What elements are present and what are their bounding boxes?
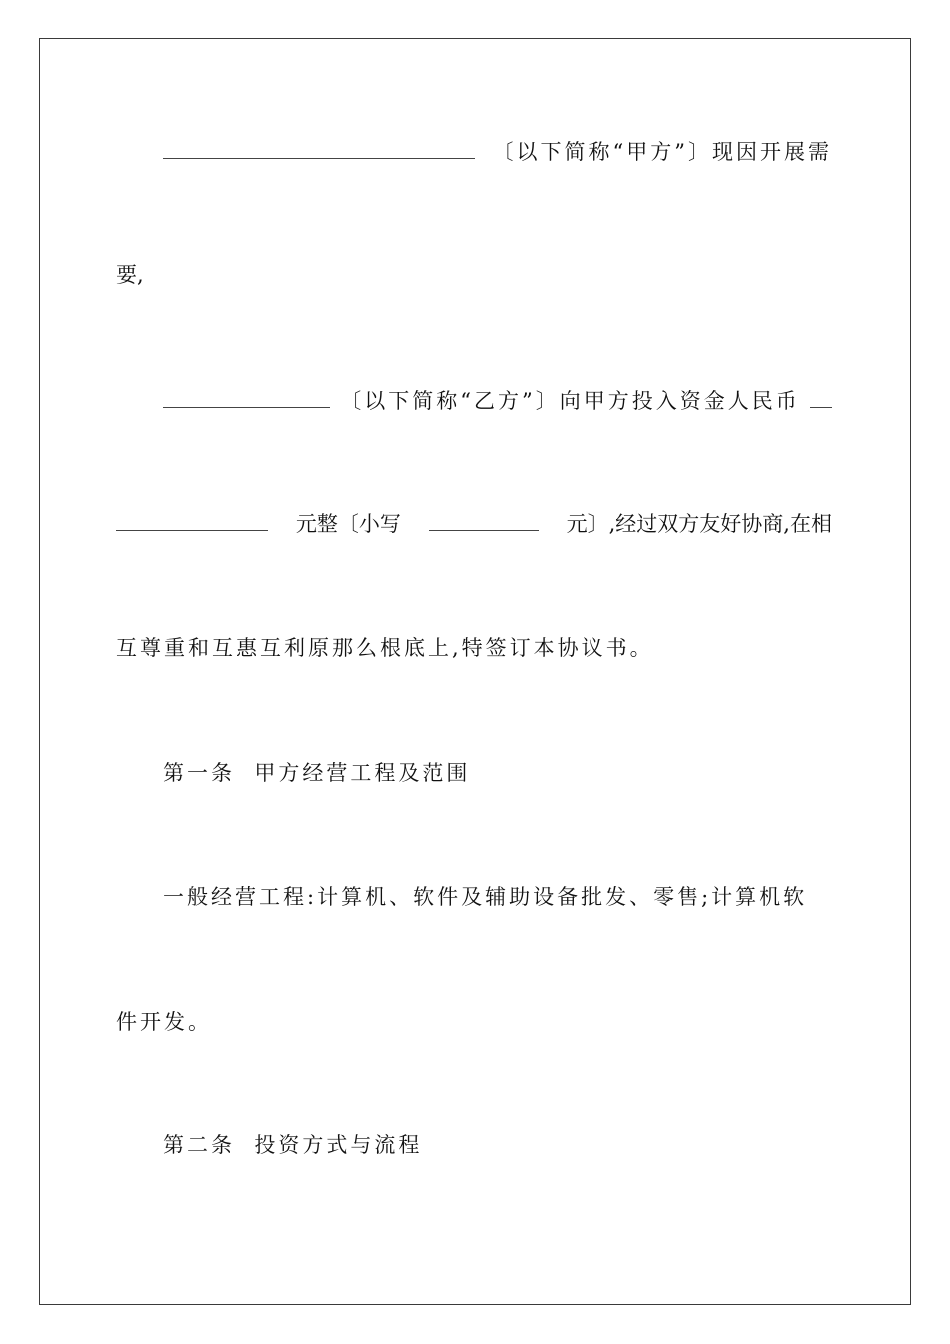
amount-words-blank-start[interactable] (810, 380, 832, 408)
amount-yuan-text: 元整〔小写 (295, 512, 401, 536)
business-scope-line (163, 877, 832, 917)
amount-words-blank[interactable] (116, 503, 268, 531)
party-a-name-blank[interactable] (163, 131, 475, 159)
party-b-clause: 〔以下简称“乙方”〕向甲方投入资金人民币 (340, 389, 800, 413)
page-border (39, 38, 911, 1305)
article-2-heading (163, 1125, 832, 1165)
business-scope-text: 一般经营工程:计算机、软件及辅助设备批发、零售;计算机软 (163, 885, 808, 909)
amount-number-blank[interactable] (429, 503, 539, 531)
party-b-name-blank[interactable] (163, 380, 330, 408)
amount-line (116, 503, 832, 543)
party-a-line (163, 131, 832, 171)
article-1-title: 第一条 甲方经营工程及范围 (163, 761, 471, 785)
text-need: 要, (116, 263, 144, 287)
principle-text: 互尊重和互惠互利原那么根底上,特签订本协议书。 (116, 636, 654, 660)
negotiation-text: 元〕,经过双方友好协商,在相 (566, 512, 832, 536)
party-a-line-continued (116, 255, 832, 295)
business-scope-text-end: 件开发。 (116, 1010, 212, 1034)
article-2-title: 第二条 投资方式与流程 (163, 1133, 423, 1157)
principle-line (116, 628, 832, 668)
business-scope-line-continued (116, 1002, 832, 1042)
article-1-heading (163, 753, 832, 793)
party-a-clause: 〔以下简称“甲方”〕现因开展需 (492, 140, 832, 164)
party-b-line (163, 380, 832, 420)
